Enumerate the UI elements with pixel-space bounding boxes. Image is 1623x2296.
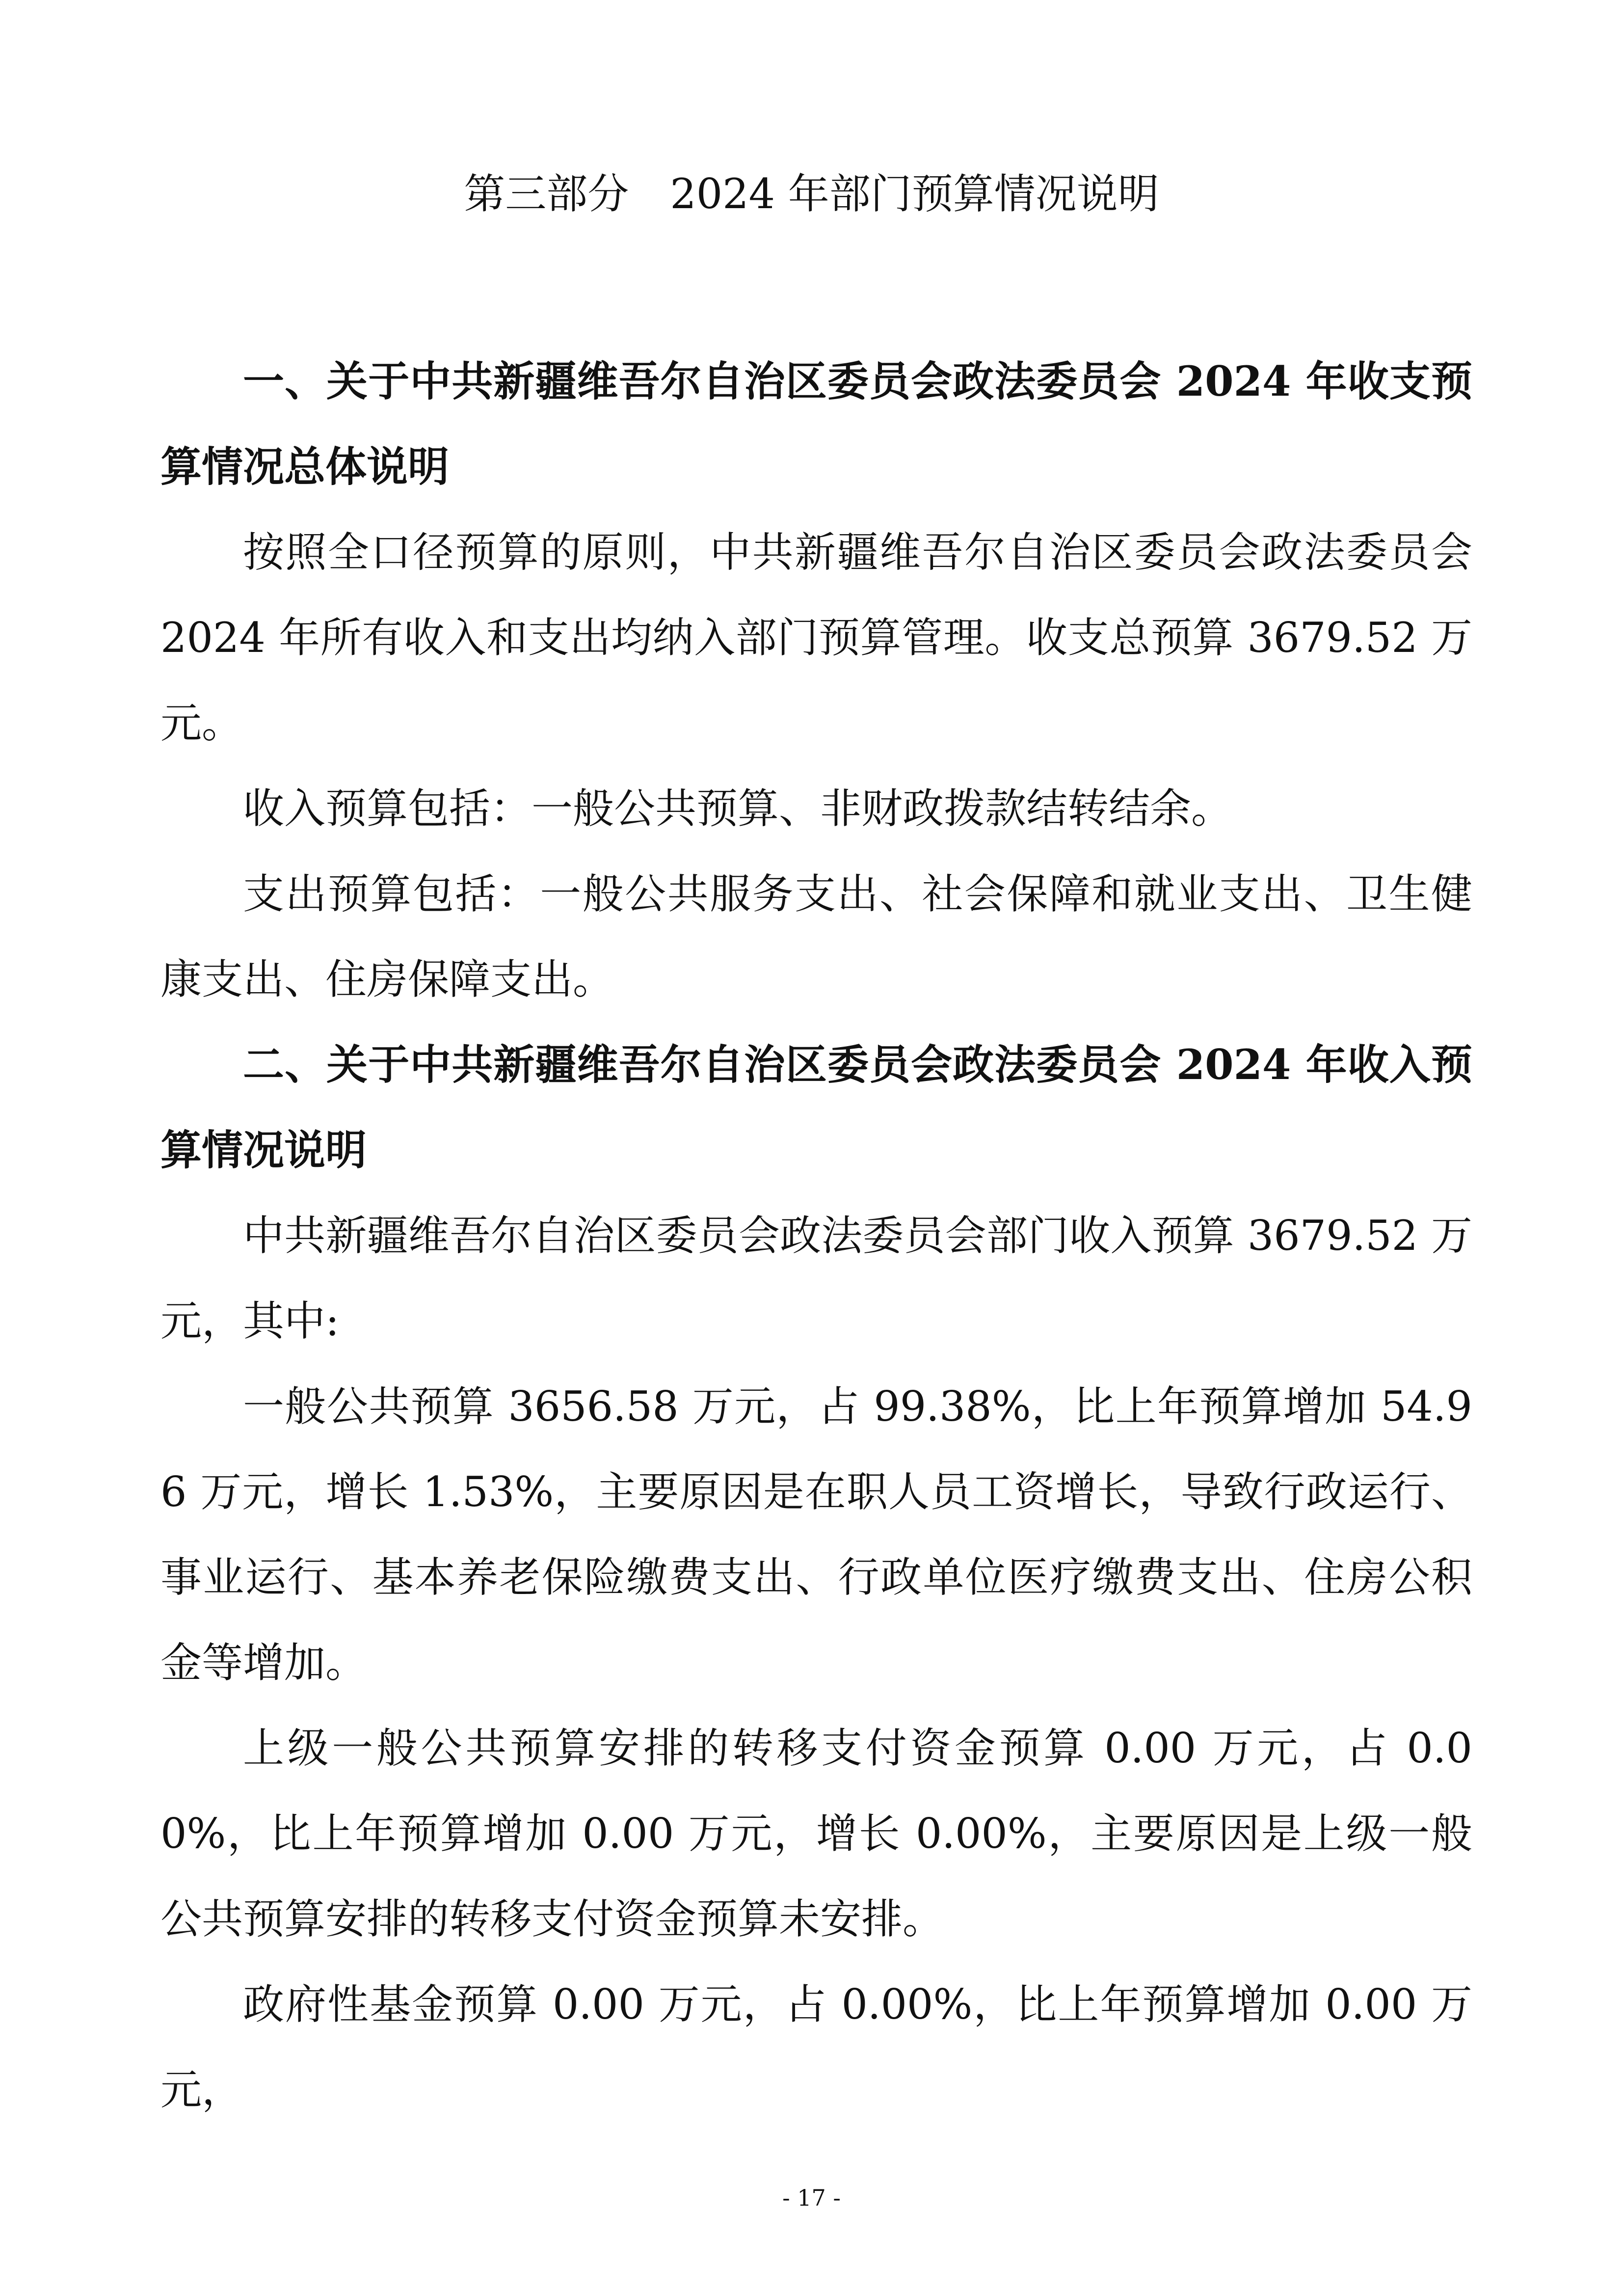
- paragraph-general-public-budget: 一般公共预算 3656.58 万元，占 99.38%，比上年预算增加 54.96 万元，增长 1.53%，主要原因是在职人员工资增长，导致行政运行、事业运行、基本养老保险缴费支出、行政单位医疗缴费支出、住房公积金等增加。: [160, 1382, 1472, 1687]
- paragraph-income-total: 中共新疆维吾尔自治区委员会政法委员会部门收入预算 3679.52 万元，其中:: [160, 1212, 1472, 1345]
- paragraph-income-items: 收入预算包括：一般公共预算、非财政拨款结转结余。: [243, 784, 1233, 833]
- paragraph-government-fund: 政府性基金预算 0.00 万元，占 0.00%，比上年预算增加 0.00 万元，: [160, 1980, 1472, 2114]
- section-heading-overall: 一、关于中共新疆维吾尔自治区委员会政法委员会 2024 年收支预算情况总体说明: [160, 357, 1472, 491]
- page-number: - 17 -: [782, 2185, 841, 2211]
- paragraph-overall-budget: 按照全口径预算的原则，中共新疆维吾尔自治区委员会政法委员会 2024 年所有收入和支出均纳入部门预算管理。收支总预算 3679.52 万元。: [160, 528, 1472, 747]
- document-body: [160, 339, 1472, 2133]
- paragraph-transfer-payment: 上级一般公共预算安排的转移支付资金预算 0.00 万元，占 0.00%，比上年预算增加 0.00 万元，增长 0.00%，主要原因是上级一般公共预算安排的转移支付资金预算未安排。: [160, 1724, 1472, 1943]
- paragraph-expense-items: 支出预算包括：一般公共服务支出、社会保障和就业支出、卫生健康支出、住房保障支出。: [160, 870, 1472, 1003]
- section-heading-income: 二、关于中共新疆维吾尔自治区委员会政法委员会 2024 年收入预算情况说明: [160, 1040, 1472, 1174]
- page-title: 第三部分 2024 年部门预算情况说明: [464, 170, 1159, 218]
